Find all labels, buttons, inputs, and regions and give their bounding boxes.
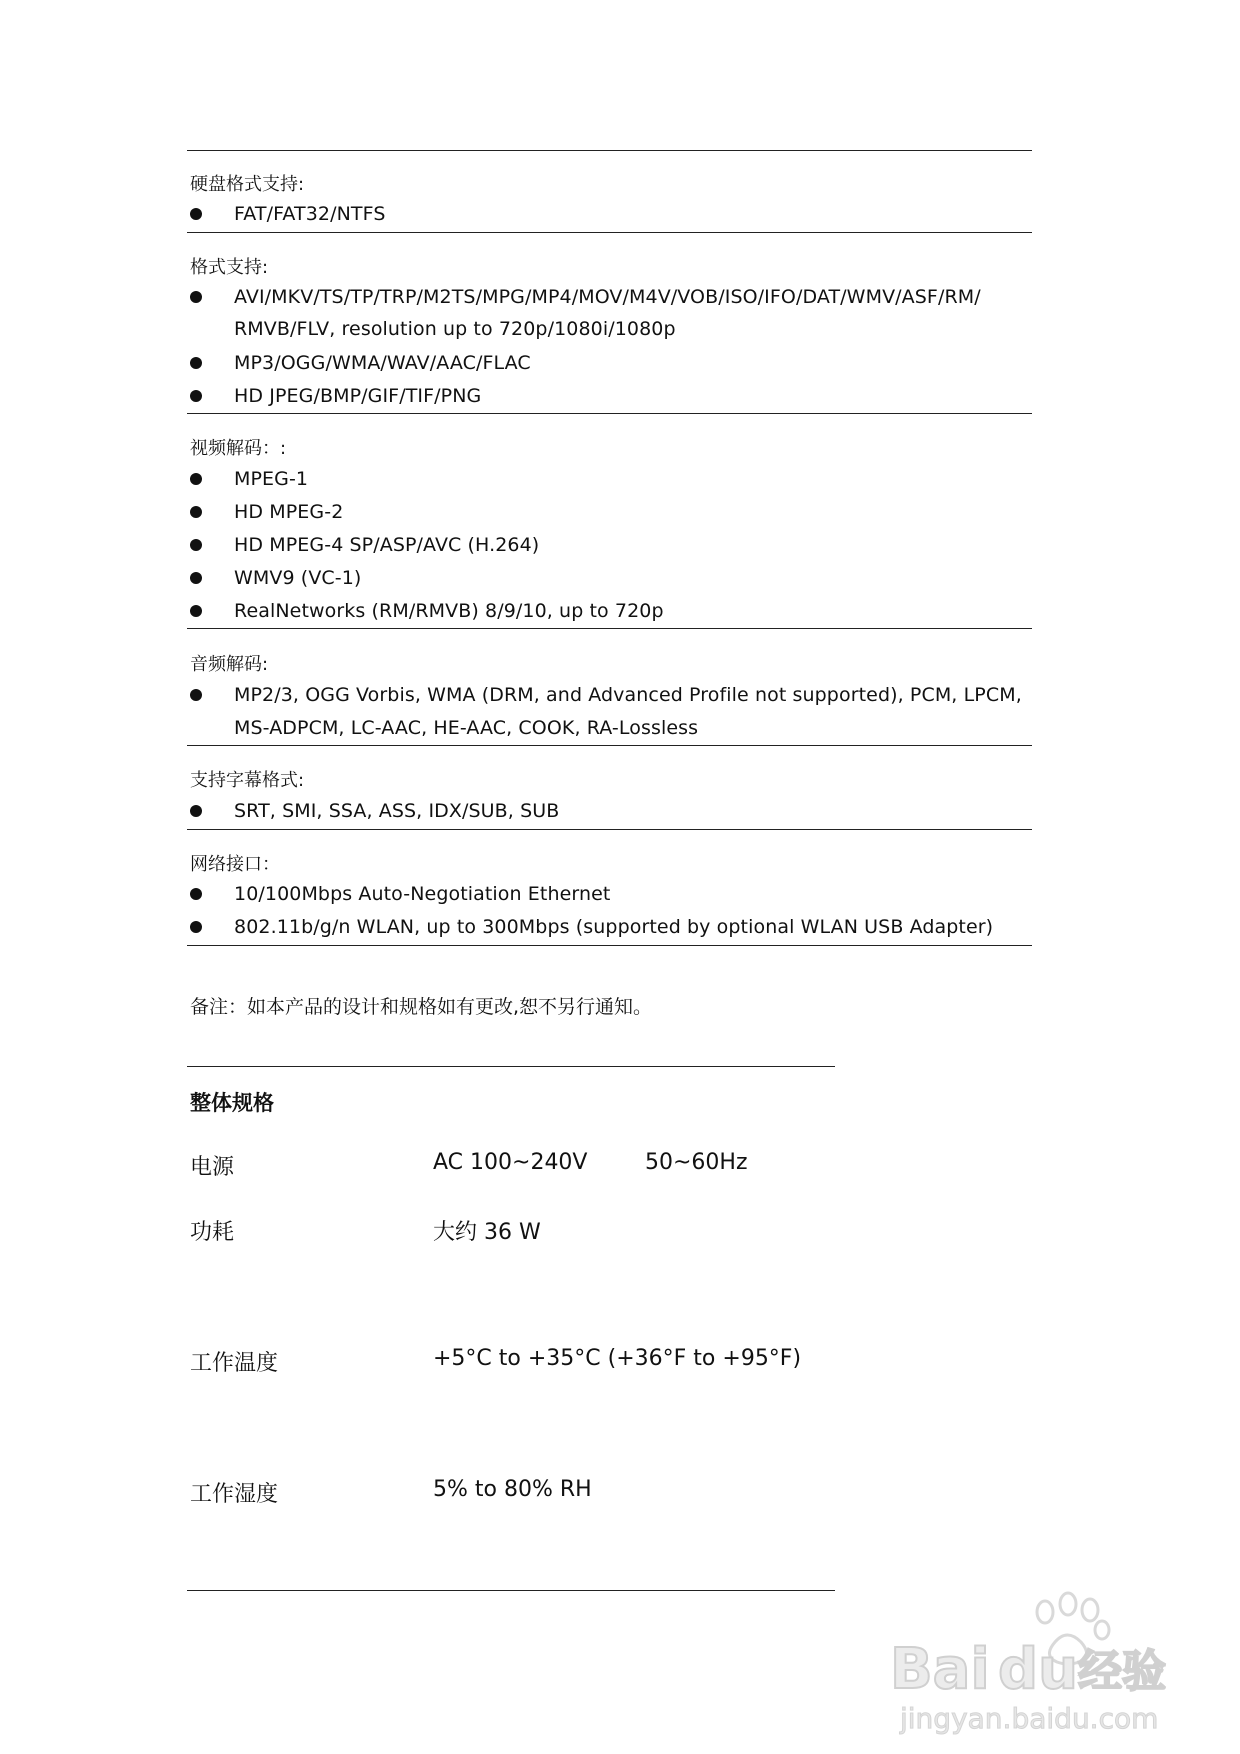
section-title-network: 网络接口： — [190, 854, 280, 875]
bullet-icon — [190, 539, 202, 551]
svg-text:经验: 经验 — [1078, 1646, 1166, 1697]
divider — [187, 945, 1032, 946]
section-title-format-support: 格式支持: — [190, 257, 269, 278]
list-item-continuation: RMVB/FLV, resolution up to 720p/1080i/1080p — [234, 318, 676, 340]
baidu-jingyan-watermark — [880, 1580, 1180, 1740]
spec-heading: 整体规格 — [190, 1091, 274, 1115]
section-title-disk-format: 硬盘格式支持: — [190, 174, 305, 195]
disclaimer-note: 备注：如本产品的设计和规格如有更改,恕不另行通知。 — [190, 996, 653, 1018]
section-title-audio-decode: 音频解码: — [190, 654, 269, 675]
bullet-icon — [190, 291, 202, 303]
list-item: MP3/OGG/WMA/WAV/AAC/FLAC — [234, 352, 531, 374]
bullet-icon — [190, 805, 202, 817]
spec-value-frequency: 50~60Hz — [645, 1150, 748, 1175]
list-item: AVI/MKV/TS/TP/TRP/M2TS/MPG/MP4/MOV/M4V/VOB/ISO/IFO/DAT/WMV/ASF/RM/ — [234, 286, 981, 308]
bullet-icon — [190, 357, 202, 369]
divider — [187, 232, 1032, 233]
divider — [187, 829, 1032, 830]
section-title-video-decode: 视频解码：: — [190, 438, 287, 459]
list-item: HD MPEG-4 SP/ASP/AVC (H.264) — [234, 534, 540, 556]
divider — [187, 628, 1032, 629]
list-item: MP2/3, OGG Vorbis, WMA (DRM, and Advanced Profile not supported), PCM, LPCM, — [234, 684, 1022, 706]
bullet-icon — [190, 390, 202, 402]
spec-value-voltage: AC 100~240V — [433, 1150, 588, 1175]
spec-value-temperature: +5°C to +35°C (+36°F to +95°F) — [433, 1346, 802, 1371]
svg-text:Bai: Bai — [890, 1637, 990, 1702]
list-item: HD JPEG/BMP/GIF/TIF/PNG — [234, 385, 482, 407]
spec-value-consumption: 大约 36 W — [433, 1220, 541, 1245]
bullet-icon — [190, 921, 202, 933]
divider — [187, 150, 1032, 151]
section-title-subtitle-format: 支持字幕格式: — [190, 770, 305, 791]
bullet-icon — [190, 888, 202, 900]
list-item: 10/100Mbps Auto-Negotiation Ethernet — [234, 883, 611, 905]
bullet-icon — [190, 473, 202, 485]
list-item: WMV9 (VC-1) — [234, 567, 362, 589]
bullet-icon — [190, 572, 202, 584]
spec-label-power: 电源 — [190, 1155, 235, 1180]
spec-value-humidity: 5% to 80% RH — [433, 1477, 592, 1502]
spec-label-humidity: 工作湿度 — [190, 1482, 279, 1507]
list-item: FAT/FAT32/NTFS — [234, 203, 386, 225]
bullet-icon — [190, 506, 202, 518]
list-item: HD MPEG-2 — [234, 501, 344, 523]
bullet-icon — [190, 208, 202, 220]
bullet-icon — [190, 605, 202, 617]
divider — [187, 1066, 835, 1067]
divider — [187, 745, 1032, 746]
divider — [187, 1590, 835, 1591]
list-item-continuation: MS-ADPCM, LC-AAC, HE-AAC, COOK, RA-Lossless — [234, 717, 699, 739]
list-item: SRT, SMI, SSA, ASS, IDX/SUB, SUB — [234, 800, 560, 822]
spec-label-consumption: 功耗 — [190, 1220, 235, 1245]
list-item: MPEG-1 — [234, 468, 309, 490]
svg-text:jingyan.baidu.com: jingyan.baidu.com — [900, 1702, 1159, 1735]
list-item: 802.11b/g/n WLAN, up to 300Mbps (supported by optional WLAN USB Adapter) — [234, 916, 994, 938]
divider — [187, 413, 1032, 414]
bullet-icon — [190, 689, 202, 701]
spec-label-temperature: 工作温度 — [190, 1351, 279, 1376]
svg-text:du: du — [998, 1637, 1078, 1702]
list-item: RealNetworks (RM/RMVB) 8/9/10, up to 720p — [234, 600, 664, 622]
